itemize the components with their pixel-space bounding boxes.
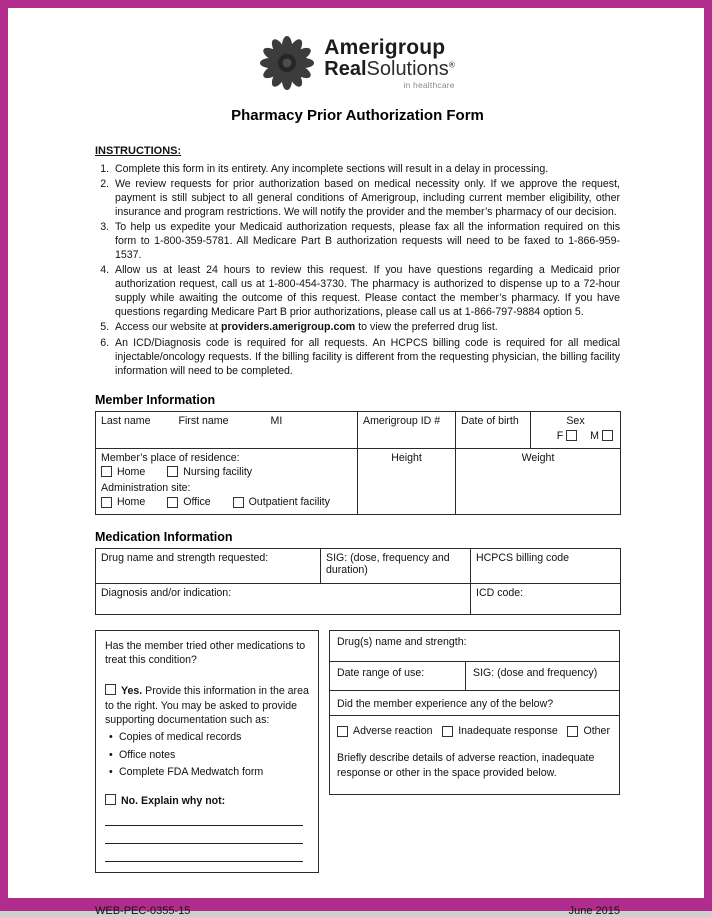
residence-options — [101, 466, 352, 481]
mi-label: MI — [270, 414, 283, 427]
no-checkbox[interactable] — [105, 794, 116, 805]
admin-home-checkbox[interactable] — [101, 497, 112, 508]
inadequate-response-checkbox[interactable] — [442, 726, 453, 737]
brand-name: Amerigroup — [324, 35, 446, 59]
page-title: Pharmacy Prior Authorization Form — [231, 107, 484, 124]
residence-home-option — [101, 466, 145, 478]
admin-outpatient-option — [233, 496, 330, 508]
prior-drug-name-label: Drug(s) name and strength: — [337, 635, 467, 648]
name-fields-cell[interactable] — [96, 411, 358, 448]
sex-options — [536, 430, 615, 442]
other-checkbox[interactable] — [567, 726, 578, 737]
residence-nursing-checkbox[interactable] — [167, 466, 178, 477]
admin-office-label: Office — [183, 496, 211, 509]
brand-header — [95, 36, 620, 90]
adverse-reaction-checkbox[interactable] — [337, 726, 348, 737]
residence-label: Member’s place of residence: — [101, 451, 240, 464]
prior-sig-field[interactable] — [466, 662, 619, 690]
member-info-heading: Member Information — [95, 392, 216, 407]
yes-checkbox[interactable] — [105, 684, 116, 695]
instruction-text: Access our website at — [115, 321, 219, 334]
adverse-reaction-label: Adverse reaction — [353, 725, 433, 738]
experience-answers — [330, 716, 619, 794]
weight-field[interactable] — [456, 448, 621, 514]
brand-real: Real — [324, 57, 367, 80]
residence-home-checkbox[interactable] — [101, 466, 112, 477]
icd-code-field[interactable] — [471, 583, 621, 614]
brand-wordmark — [324, 37, 454, 90]
form-content — [8, 8, 704, 917]
page-footer — [95, 905, 620, 917]
admin-office-option — [167, 496, 210, 508]
instructions-heading: INSTRUCTIONS: — [95, 145, 182, 157]
instruction-item — [112, 220, 620, 262]
medication-info-table — [95, 548, 621, 615]
no-option — [105, 794, 309, 808]
instruction-item — [112, 162, 620, 176]
instruction-text: Complete this form in its entirety. Any incomplete sections will result in a delay in processing. — [115, 162, 549, 175]
amerigroup-logo-icon — [260, 36, 314, 90]
admin-home-option — [101, 496, 145, 508]
sex-m-label: M — [590, 429, 599, 442]
instruction-text: to view the preferred drug list. — [358, 321, 498, 334]
explain-line-2[interactable] — [105, 826, 303, 844]
other-label: Other — [583, 725, 610, 738]
date-of-birth-field[interactable] — [456, 411, 531, 448]
admin-site-options — [101, 496, 352, 511]
instruction-item — [112, 336, 620, 378]
sex-label: Sex — [566, 414, 585, 427]
sex-m-checkbox[interactable] — [602, 430, 613, 441]
yes-text: Provide this information in the area to the right. You may be asked to provide supporting documentation such as: — [105, 685, 309, 726]
inadequate-response-label: Inadequate response — [458, 725, 558, 738]
weight-label: Weight — [521, 451, 555, 464]
instruction-item — [112, 177, 620, 219]
instruction-text: Allow us at least 24 hours to review this request. If you have questions regarding a Medicaid prior authorization request, call us at 1-800-454-3730. The pharmacy is authorized to dispense up to a 72-hour supply while awaiting the outcome of this request. Please contact the member’s pharmacy. If you have questions regarding Medicare Part B prior authorizations, please call us at 1-866-797-9884 option 5. — [115, 264, 620, 319]
instruction-item — [112, 320, 620, 334]
drug-name-label: Drug name and strength requested: — [101, 551, 269, 564]
describe-instruction: Briefly describe details of adverse reaction, inadequate response or other in the space provided below. — [337, 752, 595, 779]
height-label: Height — [391, 451, 422, 464]
admin-home-label: Home — [117, 496, 146, 509]
amerigroup-id-label: Amerigroup ID # — [363, 414, 441, 427]
icd-code-label: ICD code: — [476, 586, 524, 599]
instruction-item — [112, 263, 620, 319]
first-name-label: First name — [178, 414, 229, 427]
experience-question: Did the member experience any of the below? — [330, 691, 619, 716]
residence-nursing-option — [167, 466, 252, 478]
inadequate-response-option — [442, 724, 558, 738]
experience-options — [337, 724, 612, 738]
brand-tagline: in healthcare — [403, 79, 455, 90]
instruction-text: An ICD/Diagnosis code is required for all requests. An HCPCS billing code is required for all medical injectable/oncology requests. If the billing facility is different from the requesting physician, the billing facility information will need to be completed. — [115, 336, 620, 377]
no-text: Explain why not: — [141, 795, 226, 808]
date-range-field[interactable] — [330, 662, 466, 690]
diagnosis-label: Diagnosis and/or indication: — [101, 586, 232, 599]
form-number: WEB-PEC-0355-15 — [95, 905, 191, 917]
sex-f-checkbox[interactable] — [566, 430, 577, 441]
registered-mark: ® — [448, 59, 455, 69]
residence-nursing-label: Nursing facility — [183, 465, 253, 478]
prior-drug-details-box — [329, 630, 620, 795]
admin-outpatient-checkbox[interactable] — [233, 497, 244, 508]
sex-male-option — [590, 430, 613, 442]
tried-question-box — [95, 630, 319, 874]
instructions-list — [95, 162, 620, 378]
list-item: • Copies of medical records — [105, 730, 309, 744]
medication-info-heading: Medication Information — [95, 529, 233, 544]
admin-outpatient-label: Outpatient facility — [248, 496, 330, 509]
prior-drug-name-field[interactable] — [330, 631, 619, 662]
yes-option — [105, 684, 309, 727]
instruction-text: To help us expedite your Medicaid authorization requests, please fax all the information required on this form to 1-800-359-5781. All Medicare Part B authorization requests will need to be faxed to 1-866-959-1537. — [115, 220, 620, 262]
residence-home-label: Home — [117, 465, 146, 478]
prior-drug-usage-row — [330, 662, 619, 691]
tried-question: Has the member tried other medications to treat this condition? — [105, 639, 306, 667]
date-range-label: Date range of use: — [337, 666, 425, 679]
list-item: • Office notes — [105, 748, 309, 762]
instructions-section — [95, 144, 620, 378]
website-link-text[interactable]: providers.amerigroup.com — [221, 321, 356, 334]
sex-female-option — [557, 430, 577, 442]
explain-line-3[interactable] — [105, 844, 303, 862]
drug-name-field[interactable] — [96, 548, 321, 583]
documentation-list — [105, 730, 309, 779]
sig-field[interactable] — [321, 548, 471, 583]
adverse-reaction-option — [337, 724, 433, 738]
date-of-birth-label: Date of birth — [461, 414, 519, 427]
amerigroup-id-field[interactable] — [358, 411, 456, 448]
yes-label: Yes. — [121, 685, 143, 698]
prior-sig-label: SIG: (dose and frequency) — [473, 666, 598, 679]
height-field[interactable] — [358, 448, 456, 514]
hcpcs-field[interactable] — [471, 548, 621, 583]
list-item: • Complete FDA Medwatch form — [105, 765, 309, 779]
brand-name-line2 — [324, 59, 454, 80]
form-date: June 2015 — [568, 905, 620, 917]
medication-history-section — [95, 630, 620, 874]
hcpcs-label: HCPCS billing code — [476, 551, 570, 564]
last-name-label: Last name — [101, 414, 151, 427]
member-info-table — [95, 411, 621, 515]
explain-line-1[interactable] — [105, 808, 303, 826]
other-option — [567, 724, 610, 738]
diagnosis-field[interactable] — [96, 583, 471, 614]
sig-label: SIG: (dose, frequency and duration) — [326, 551, 450, 576]
admin-office-checkbox[interactable] — [167, 497, 178, 508]
sex-f-label: F — [556, 429, 564, 442]
admin-site-label: Administration site: — [101, 482, 191, 495]
no-label: No. — [121, 795, 139, 808]
brand-solutions: Solutions — [366, 57, 449, 80]
residence-cell — [96, 448, 358, 514]
sex-field — [531, 411, 621, 448]
instruction-text: We review requests for prior authorization based on medical necessity only. If we approve the request, payment is still subject to all general conditions of Amerigroup, including current member eligibility, other insurance and program restrictions. We will notify the provider and the member’s pharmacy of our decision. — [115, 177, 620, 218]
